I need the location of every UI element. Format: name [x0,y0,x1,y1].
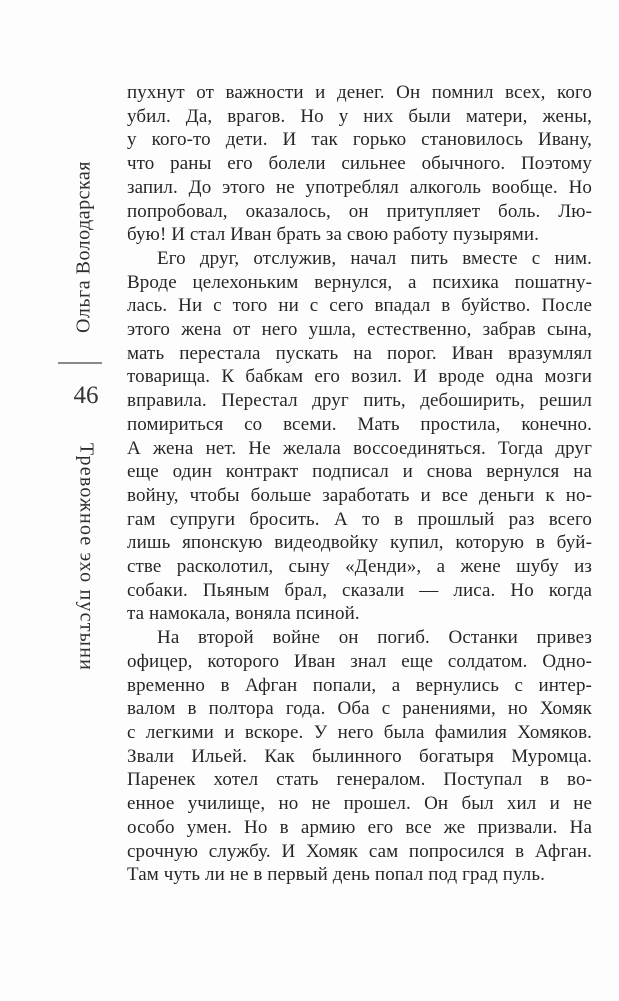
text-line: убил. Да, врагов. Но у них были матери, жены, [127,105,592,127]
text-line: еще один контракт подписал и снова вернулся на [127,461,592,483]
text-line: срочную службу. И Хомяк сам попросился в Афган. [127,840,592,862]
text-line: у кого-то дети. И так горько становилось Ивану, [127,129,592,151]
text-line: помириться со всеми. Мать простила, конечно. [127,413,592,435]
text-line: попробовал, оказалось, он притупляет боль. Лю- [127,200,592,222]
text-line: что раны его болели сильнее обычного. Поэтому [127,153,592,175]
text-line: На второй войне он погиб. Останки привез [157,627,592,649]
text-line: с легкими и вскоре. У него была фамилия Хомяков. [127,721,592,743]
text-line: стве расколотил, сыну «Денди», а жене шубу из [127,556,592,578]
text-line: Звали Ильей. Как былинного богатыря Муромца. [127,745,592,767]
text-line: Там чуть ли не в первый день попал под град пуль. [127,864,546,886]
text-line: пухнут от важности и денег. Он помнил всех, кого [127,82,592,103]
book-title: Тревожное эхо пустыни [75,442,98,672]
divider-rule [58,362,102,364]
text-line: валом в полтора года. Оба с ранениями, но Хомяк [127,698,592,720]
text-line: мать перестала пускать на порог. Иван вразумлял [127,342,592,364]
text-line: товарища. К бабкам его возил. И вроде одна мозги [127,366,592,388]
author-name: Ольга Володарская [72,160,95,334]
text-line: временно в Афган попали, а вернулись с интер- [127,674,592,696]
page-number: 46 [73,382,99,409]
text-line: гам супруги бросить. А то в прошлый раз всего [127,508,592,530]
text-line: А жена нет. Не желала воссоединяться. Тогда друг [127,437,592,459]
text-line: бую! И стал Иван брать за свою работу пузырями. [127,224,539,246]
text-line: та намокала, воняла псиной. [127,603,360,625]
text-line: вправила. Перестал друг пить, дебоширить, решил [127,390,592,412]
text-line: офицер, которого Иван знал еще солдатом. Одно- [127,650,592,672]
text-line: енное училище, но не прошел. Он был хил и не [127,793,592,815]
text-line: Его друг, отслужив, начал пить вместе с ним. [157,247,592,269]
text-line: Паренек хотел стать генералом. Поступал в во- [127,769,592,791]
text-line: собаки. Пьяным брал, сказали — лиса. Но когда [127,579,592,601]
text-line: Вроде целехоньким вернулся, а психика пошатну- [127,271,592,293]
text-line: этого жена от него ушла, естественно, забрав сына, [127,319,592,341]
text-line: особо умен. Но в армию его все же призвали. На [127,816,592,838]
text-line: войну, чтобы больше заработать и все деньги к но- [127,484,592,506]
text-line: лишь японскую видеодвойку купил, которую в буй- [127,532,592,554]
page-text [127,81,592,887]
text-line: запил. До этого не употреблял алкоголь вообще. Но [127,176,592,198]
text-line: лась. Ни с того ни с сего впадал в буйство. После [127,295,592,317]
